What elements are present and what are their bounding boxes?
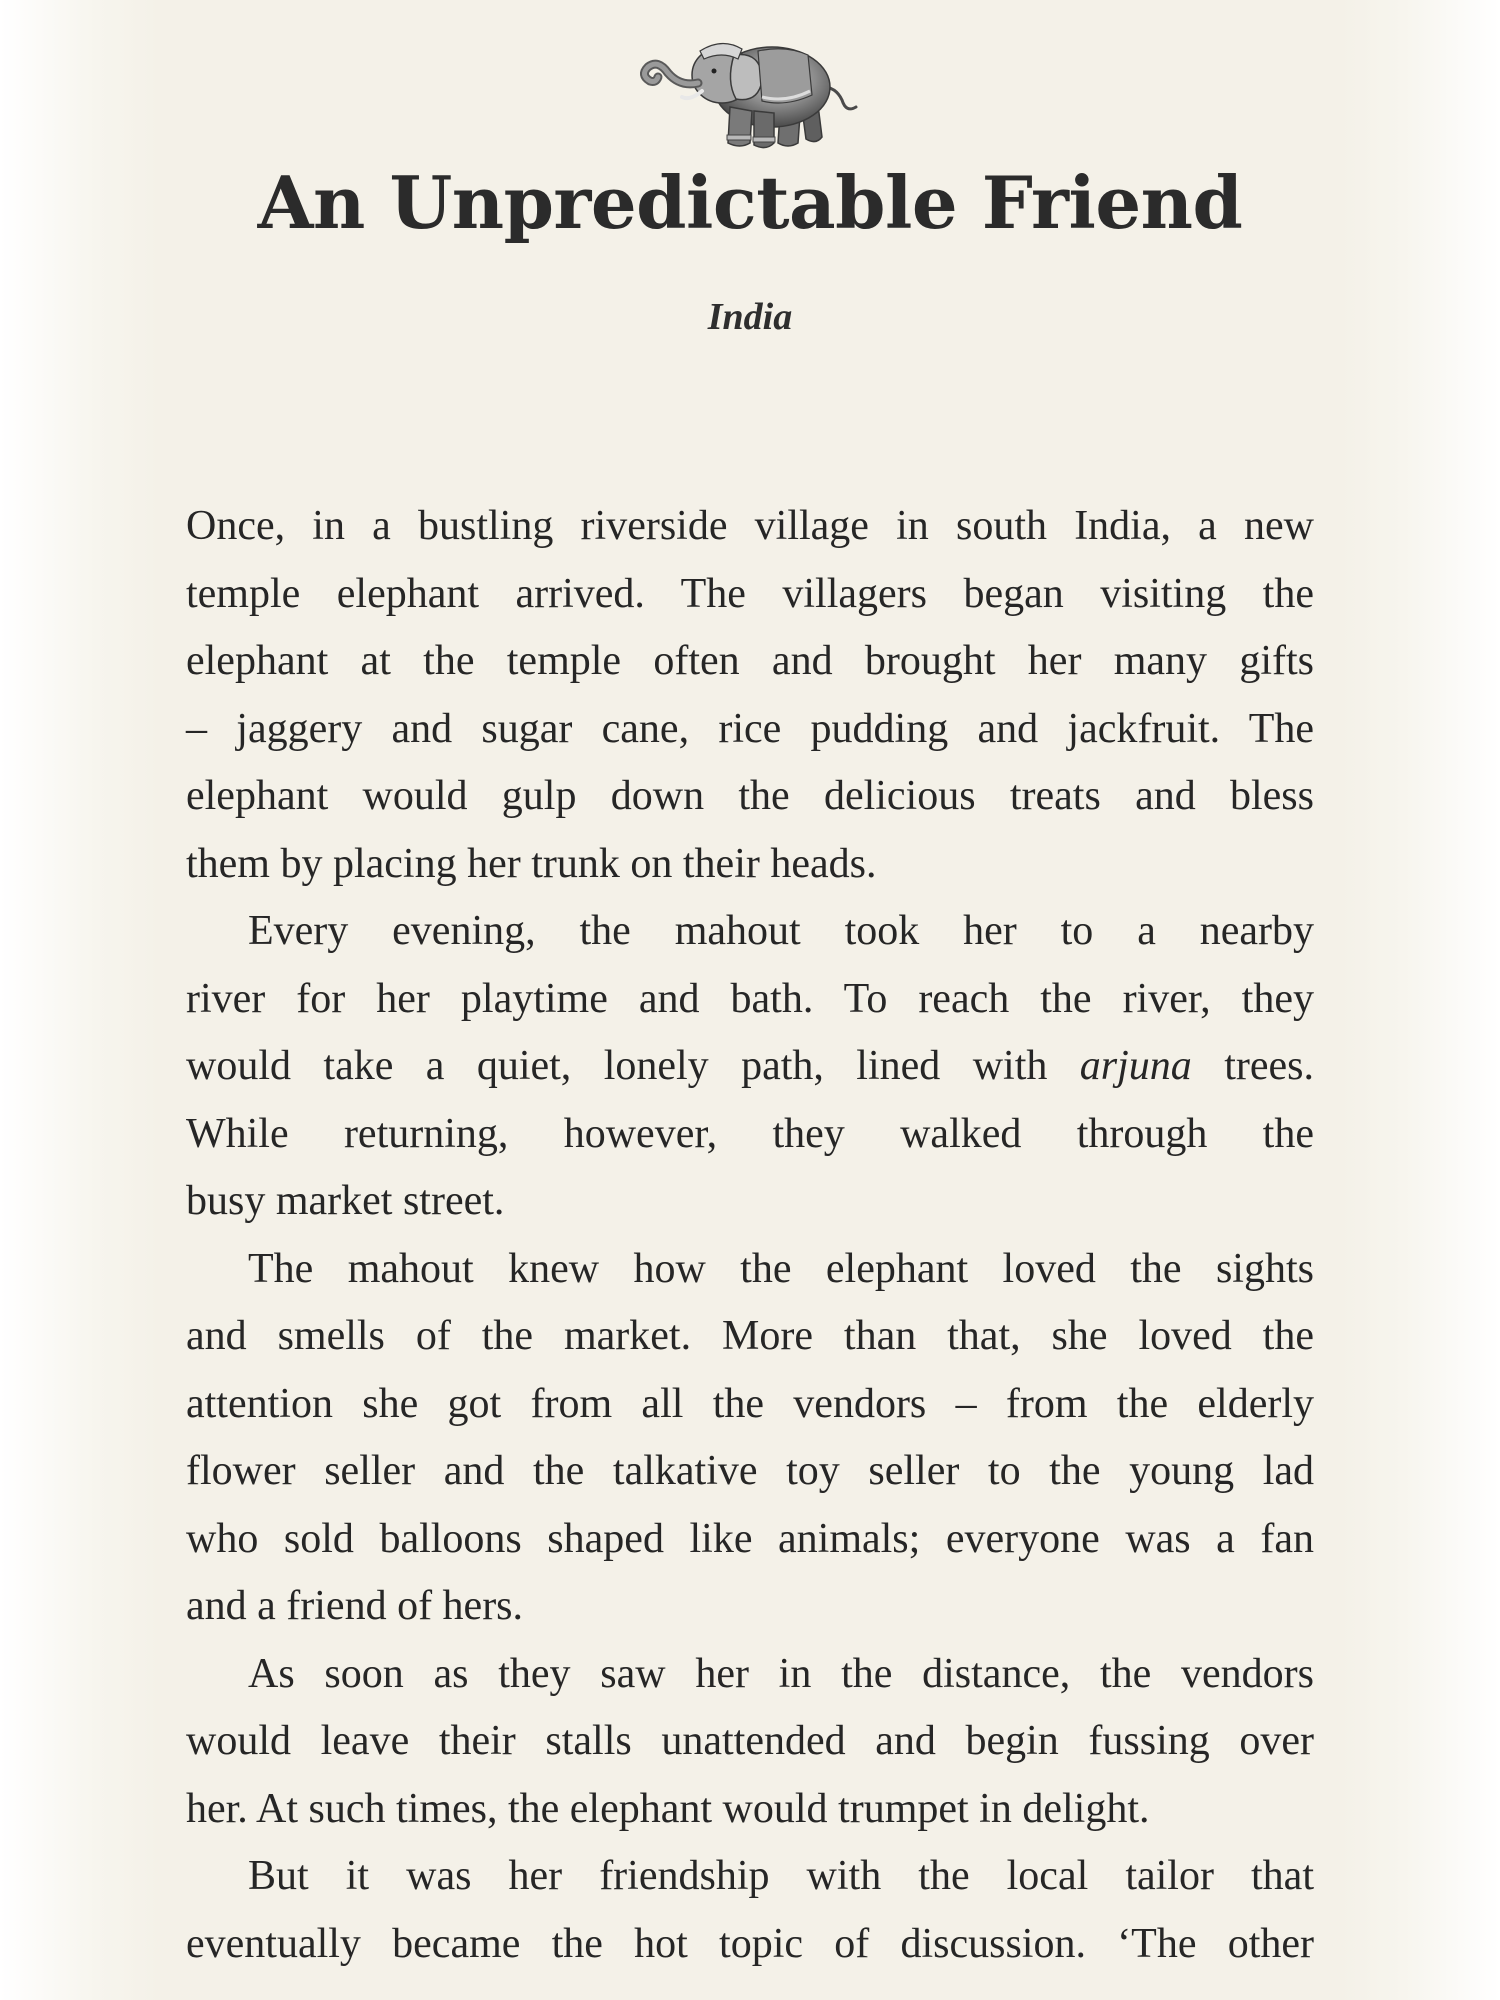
italic-word: arjuna <box>1079 1043 1192 1089</box>
paragraph <box>186 1843 1314 1978</box>
text-line: and a friend of hers. <box>186 1583 524 1629</box>
text-segment: would take a quiet, lonely path, lined with <box>186 1043 1048 1089</box>
text-line: elephant would gulp down the delicious treats and bless <box>186 773 1314 819</box>
text-line: Once, in a bustling riverside village in south India, a new <box>186 503 1314 549</box>
paragraph <box>186 1641 1314 1844</box>
text-line: But it was her friendship with the local tailor that <box>248 1853 1314 1899</box>
text-line: them by placing her trunk on their heads. <box>186 840 877 887</box>
story-body <box>186 493 1314 1978</box>
text-line: would leave their stalls unattended and begin fussing over <box>186 1718 1314 1764</box>
paragraph <box>186 898 1314 1236</box>
text-line: The mahout knew how the elephant loved the sights <box>248 1245 1314 1292</box>
text-line-mixed <box>186 1033 1314 1101</box>
text-line: and smells of the market. More than that, she loved the <box>186 1313 1314 1359</box>
text-line: who sold balloons shaped like animals; everyone was a fan <box>186 1515 1314 1562</box>
text-line: busy market street. <box>186 1178 505 1224</box>
page-subtitle: India <box>707 296 793 338</box>
elephant-icon <box>630 25 870 155</box>
paragraph <box>186 493 1314 898</box>
text-line: her. At such times, the elephant would trumpet in delight. <box>186 1785 1150 1832</box>
text-line: flower seller and the talkative toy seller to the young lad <box>186 1448 1314 1494</box>
text-line: As soon as they saw her in the distance, the vendors <box>248 1650 1314 1697</box>
text-line: attention she got from all the vendors – from the elderly <box>186 1380 1314 1427</box>
page-title: An Unpredictable Friend <box>257 160 1243 245</box>
text-line: – jaggery and sugar cane, rice pudding and jackfruit. The <box>186 705 1314 752</box>
paragraph <box>186 1236 1314 1641</box>
text-line: While returning, however, they walked through the <box>186 1110 1314 1157</box>
text-segment: trees. <box>1224 1043 1315 1089</box>
text-line: temple elephant arrived. The villagers began visiting the <box>186 570 1314 617</box>
text-line: Every evening, the mahout took her to a nearby <box>248 908 1314 954</box>
text-line: elephant at the temple often and brought her many gifts <box>186 638 1314 684</box>
text-line: river for her playtime and bath. To reach the river, they <box>186 975 1314 1022</box>
text-line: eventually became the hot topic of discussion. ‘The other <box>186 1920 1314 1967</box>
